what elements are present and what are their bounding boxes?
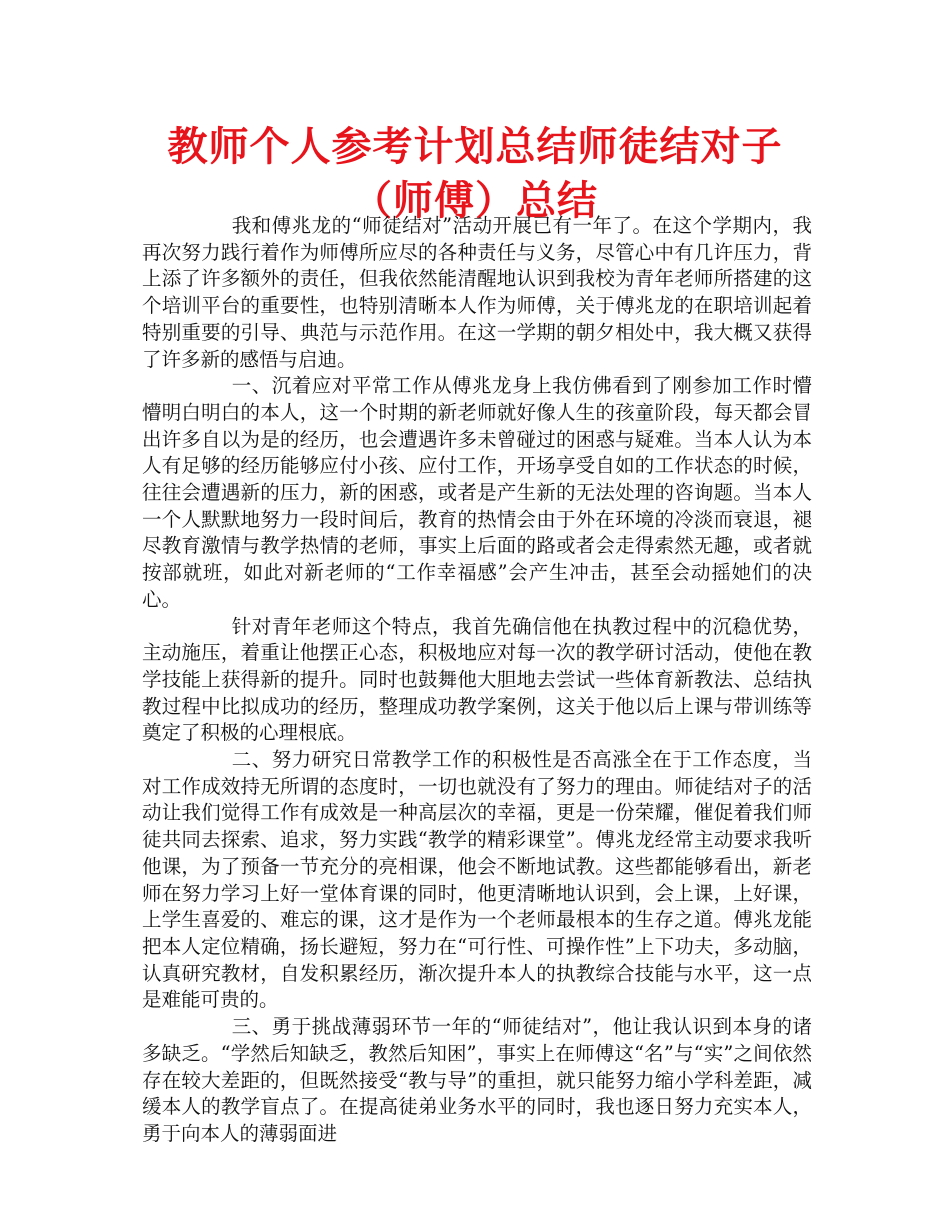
paragraph-section-one-followup: 针对青年老师这个特点，我首先确信他在执教过程中的沉稳优势，主动施压，着重让他摆正心态，积极地应对每一次的教学研讨活动，使他在教学技能上获得新的提升。同时也鼓舞他大胆地去尝试一些体育新教法、总结执教过程中比拟成功的经历，整理成功教学案例，这关于他以后上课与带训练等奠定了积极的心理根底。 [142, 614, 812, 745]
document-body [142, 213, 812, 1148]
document-title: 教师个人参考计划总结师徒结对子（师傅）总结 [167, 124, 783, 224]
paragraph-section-three: 三、勇于挑战薄弱环节一年的“师徒结对”，他让我认识到本身的诸多缺乏。“学然后知缺乏，教然后知困”，事实上在师傅这“名”与“实”之间依然存在较大差距的，但既然接受“教与导”的重担，就只能努力缩小学科差距，减缓本人的教学盲点了。在提高徒弟业务水平的同时，我也逐日努力充实本人，勇于向本人的薄弱面进 [142, 1015, 812, 1145]
paragraph-section-two: 二、努力研究日常教学工作的积极性是否高涨全在于工作态度，当对工作成效持无所谓的态度时，一切也就没有了努力的理由。师徒结对子的活动让我们觉得工作有成效是一种高层次的幸福，更是一份荣耀，催促着我们师徒共同去探索、追求，努力实践“教学的精彩课堂”。傅兆龙经常主动要求我听他课，为了预备一节充分的亮相课，他会不断地试教。这些都能够看出，新老师在努力学习上好一堂体育课的同时，他更清晰地认识到，会上课，上好课，上学生喜爱的、难忘的课，这才是作为一个老师最根本的生存之道。傅兆龙能把本人定位精确，扬长避短，努力在“可行性、可操作性”上下功夫，多动脑，认真研究教材，自发积累经历，渐次提升本人的执教综合技能与水平，这一点是难能可贵的。 [142, 748, 812, 1012]
paragraph-intro: 我和傅兆龙的“师徒结对”活动开展已有一年了。在这个学期内，我再次努力践行着作为师傅所应尽的各种责任与义务，尽管心中有几许压力，背上添了许多额外的责任，但我依然能清醒地认识到我校为青年老师所搭建的这个培训平台的重要性，也特别清晰本人作为师傅，关于傅兆龙的在职培训起着特别重要的引导、典范与示范作用。在这一学期的朝夕相处中，我大概又获得了许多新的感悟与启迪。 [142, 214, 812, 371]
paragraph-section-one: 一、沉着应对平常工作从傅兆龙身上我仿佛看到了刚参加工作时懵懵明白明白的本人，这一个时期的新老师就好像人生的孩童阶段，每天都会冒出许多自以为是的经历，也会遭遇许多未曾碰过的困惑与疑难。当本人认为本人有足够的经历能够应付小孩、应付工作，开场享受自如的工作状态的时候，往往会遭遇新的压力，新的困惑，或者是产生新的无法处理的咨询题。当本人一个人默默地努力一段时间后，教育的热情会由于外在环境的冷淡而衰退，褪尽教育激情与教学热情的老师，事实上后面的路或者会走得索然无趣，或者就按部就班，如此对新老师的“工作幸福感”会产生冲击，甚至会动摇她们的决心。 [142, 374, 812, 611]
